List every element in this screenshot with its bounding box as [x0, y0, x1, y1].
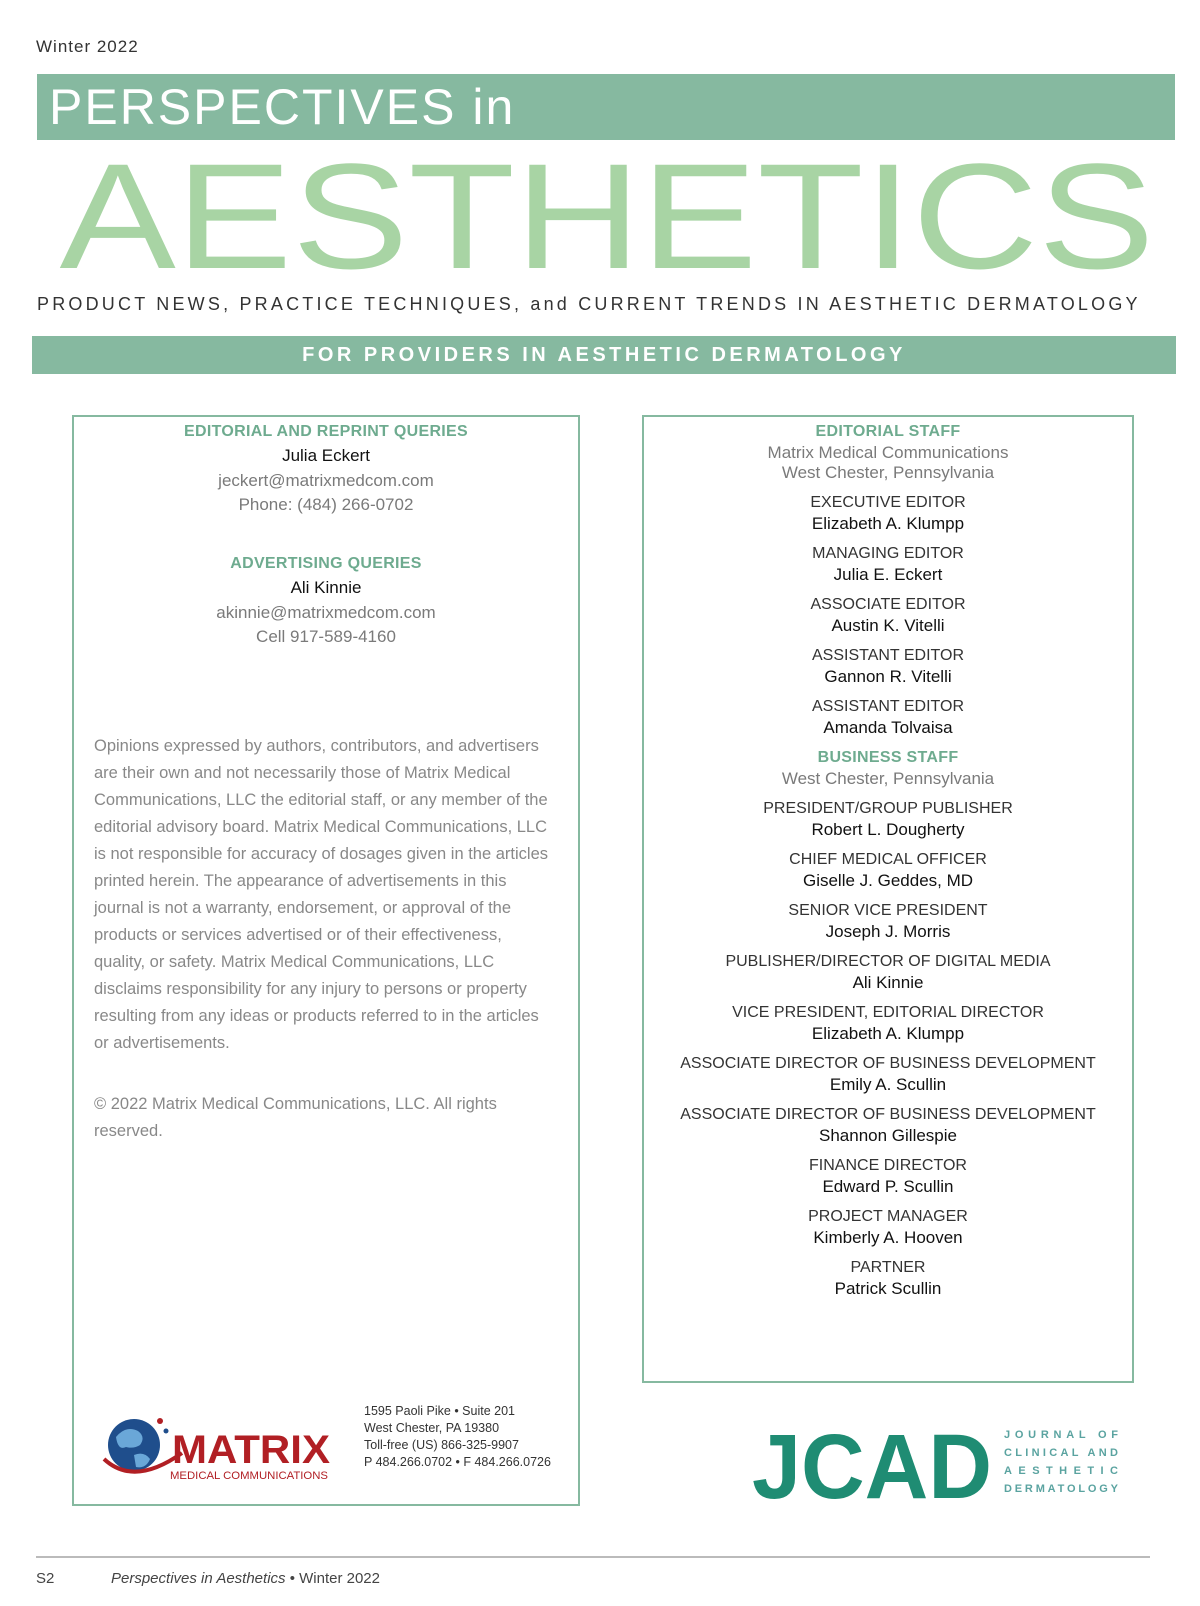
jcad-logo-line: AESTHETIC: [1004, 1465, 1118, 1477]
business-staff-heading: BUSINESS STAFF: [817, 749, 959, 766]
copyright-text: © 2022 Matrix Medical Communications, LLC. All rights reserved.: [94, 1095, 497, 1140]
advertising-contact-email[interactable]: akinnie@matrixmedcom.com: [216, 603, 436, 622]
editorial-contact-email[interactable]: jeckert@matrixmedcom.com: [218, 471, 434, 490]
staff-role: ASSOCIATE EDITOR: [810, 596, 966, 613]
staff-role: PARTNER: [850, 1259, 926, 1276]
staff-name: Gannon R. Vitelli: [824, 667, 952, 686]
staff-name: Edward P. Scullin: [822, 1177, 954, 1196]
staff-name: Julia E. Eckert: [833, 565, 943, 584]
staff-name: Amanda Tolvaisa: [823, 718, 953, 737]
footer-divider: [36, 1556, 1150, 1558]
address-line: West Chester, PA 19380: [364, 1421, 500, 1435]
tagline: PRODUCT NEWS, PRACTICE TECHNIQUES, and CURRENT TRENDS IN AESTHETIC DERMATOLOGY: [37, 294, 1141, 314]
business-location: West Chester, Pennsylvania: [781, 769, 995, 788]
editorial-contact-name: Julia Eckert: [282, 446, 370, 465]
aesthetics-word: AESTHETICS: [59, 132, 1155, 300]
staff-role: CHIEF MEDICAL OFFICER: [789, 851, 987, 868]
advertising-contact-cell: Cell 917-589-4160: [256, 627, 396, 646]
staff-box: [642, 415, 1134, 1383]
address-line: P 484.266.0702 • F 484.266.0726: [364, 1455, 551, 1469]
staff-name: Joseph J. Morris: [825, 922, 951, 941]
staff-role: MANAGING EDITOR: [812, 545, 964, 562]
staff-role: PROJECT MANAGER: [808, 1208, 968, 1225]
staff-role: ASSOCIATE DIRECTOR OF BUSINESS DEVELOPMENT: [680, 1055, 1096, 1072]
matrix-logo-word: MATRIX: [172, 1428, 331, 1472]
page-number: S2: [36, 1570, 55, 1587]
matrix-logo-subtitle: MEDICAL COMMUNICATIONS: [170, 1470, 328, 1482]
footer-journal-name: Perspectives in Aesthetics: [111, 1570, 286, 1587]
staff-role: PUBLISHER/DIRECTOR OF DIGITAL MEDIA: [725, 953, 1051, 970]
staff-role: EXECUTIVE EDITOR: [810, 494, 966, 511]
footer-running-title: [111, 1570, 380, 1587]
staff-name: Emily A. Scullin: [829, 1075, 947, 1094]
publisher-address: [364, 1403, 551, 1471]
subtitle-banner: FOR PROVIDERS IN AESTHETIC DERMATOLOGY: [32, 336, 1176, 374]
editorial-staff-heading: EDITORIAL STAFF: [815, 423, 961, 440]
staff-name: Robert L. Dougherty: [811, 820, 965, 839]
staff-name: Elizabeth A. Klumpp: [811, 1024, 965, 1043]
address-line: 1595 Paoli Pike • Suite 201: [364, 1404, 516, 1418]
footer-issue: • Winter 2022: [285, 1570, 380, 1587]
staff-name: Shannon Gillespie: [819, 1126, 957, 1145]
jcad-logo-line: JOURNAL OF: [1004, 1429, 1118, 1441]
staff-name: Patrick Scullin: [834, 1279, 942, 1298]
staff-name: Austin K. Vitelli: [831, 616, 945, 635]
staff-role: ASSISTANT EDITOR: [811, 698, 965, 715]
jcad-logo-line: CLINICAL AND: [1004, 1447, 1118, 1459]
jcad-logo-word: JCAD: [752, 1418, 992, 1508]
advertising-contact-name: Ali Kinnie: [290, 578, 362, 597]
issue-date: Winter 2022: [36, 37, 139, 56]
staff-name: Kimberly A. Hooven: [813, 1228, 963, 1247]
editorial-organization: Matrix Medical Communications: [767, 443, 1009, 462]
contact-box: [72, 415, 580, 1506]
staff-role: PRESIDENT/GROUP PUBLISHER: [763, 800, 1013, 817]
staff-role: ASSISTANT EDITOR: [811, 647, 965, 664]
advertising-queries-heading: ADVERTISING QUERIES: [230, 555, 422, 572]
editorial-contact-phone: Phone: (484) 266-0702: [238, 495, 414, 514]
banner-title: PERSPECTIVES in: [49, 79, 516, 135]
aesthetics-title: [38, 132, 1176, 300]
disclaimer-text: Opinions expressed by authors, contributors, and advertisers are their own and not necessarily those of Matrix Medical Communications, LLC the editorial staff, or any member of the editorial advisory board. Matrix Medical Communications, LLC is not responsible for accuracy of dosages given in the articles printed herein. The appearance of advertisements in this journal is not a warranty, endorsement, or approval of the products or services advertised or of their effectiveness, quality, or safety. Matrix Medical Communications, LLC disclaims responsibility for any injury to persons or property resulting from any ideas or products referred to in the articles or advertisements.: [94, 737, 548, 1052]
staff-role: SENIOR VICE PRESIDENT: [788, 902, 988, 919]
staff-role: FINANCE DIRECTOR: [809, 1157, 967, 1174]
staff-role: VICE PRESIDENT, EDITORIAL DIRECTOR: [732, 1004, 1044, 1021]
title-banner: [37, 74, 1175, 140]
staff-name: Giselle J. Geddes, MD: [802, 871, 974, 890]
editorial-location: West Chester, Pennsylvania: [781, 463, 995, 482]
address-line: Toll-free (US) 866-325-9907: [364, 1438, 519, 1452]
staff-role: ASSOCIATE DIRECTOR OF BUSINESS DEVELOPMENT: [680, 1106, 1096, 1123]
jcad-logo-line: DERMATOLOGY: [1004, 1483, 1118, 1495]
staff-name: Ali Kinnie: [852, 973, 924, 992]
jcad-logo: [752, 1418, 1132, 1508]
editorial-queries-heading: EDITORIAL AND REPRINT QUERIES: [184, 423, 468, 440]
staff-name: Elizabeth A. Klumpp: [811, 514, 965, 533]
matrix-logo: [94, 1407, 334, 1487]
